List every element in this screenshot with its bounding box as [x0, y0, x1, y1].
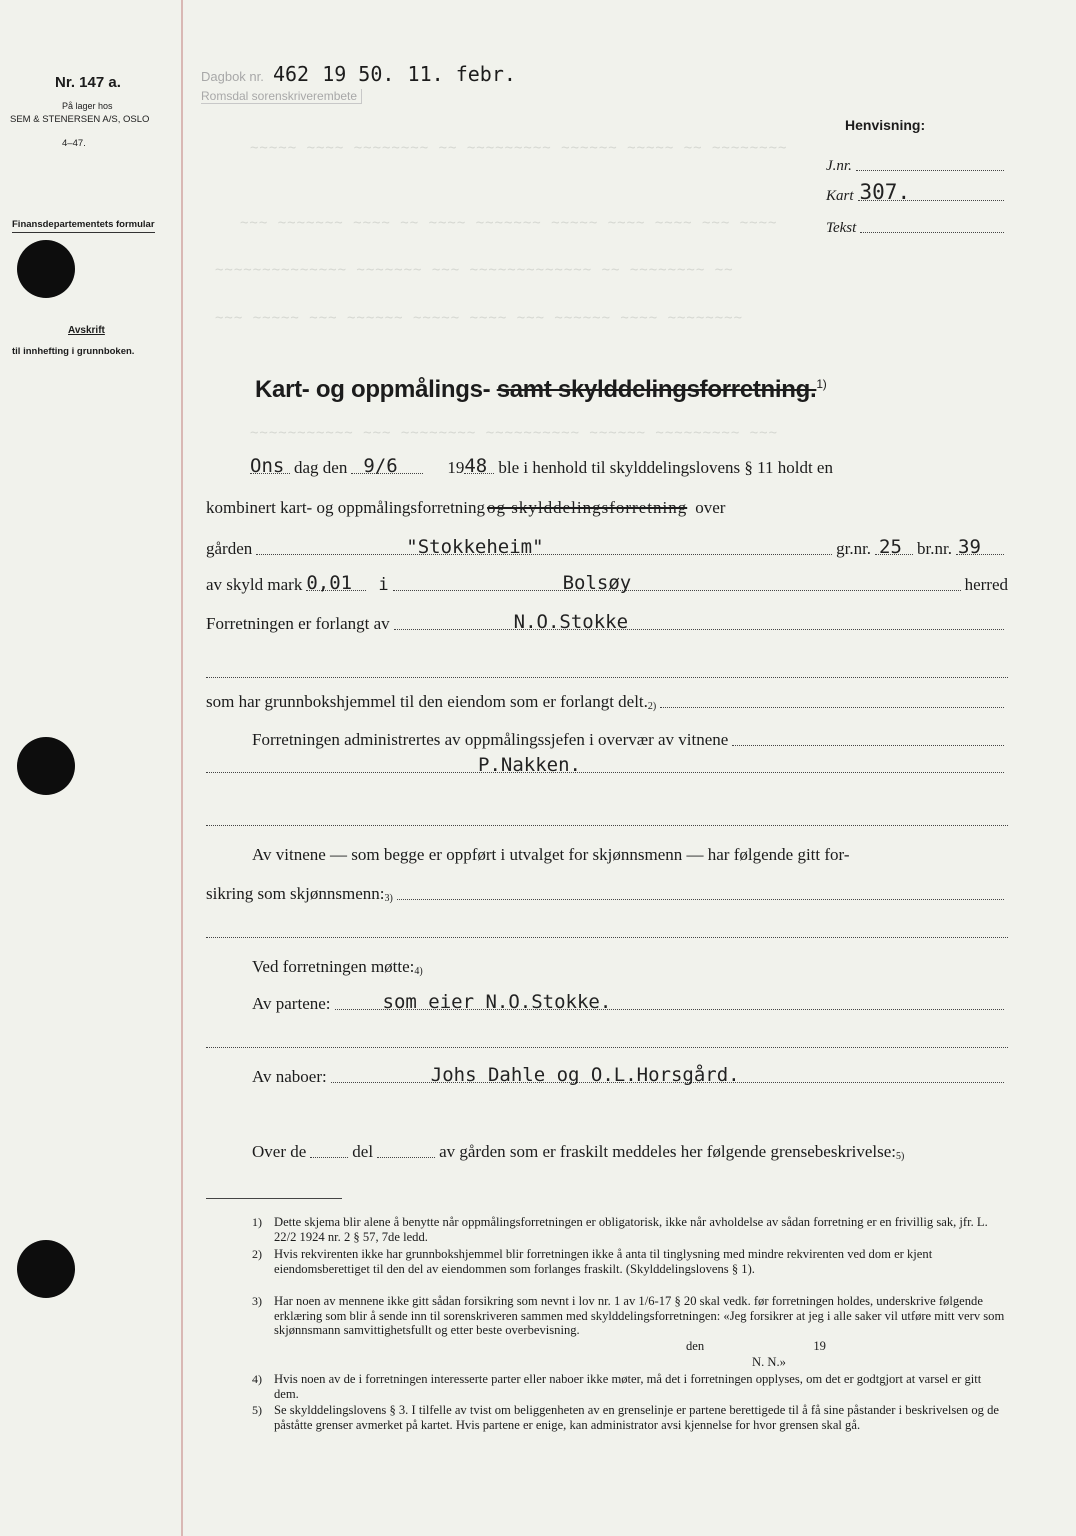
jnr-label: J.nr. — [826, 158, 852, 174]
copy-subtitle: til innhefting i grunnboken. — [12, 346, 135, 357]
row-witness — [206, 754, 1008, 777]
footnote-marker: 3) — [252, 1294, 262, 1308]
title-struck: samt skylddelingsforretning. — [496, 376, 817, 403]
tekst-label: Tekst — [826, 220, 857, 236]
printer-line2: SEM & STENERSEN A/S, OSLO — [10, 114, 150, 125]
footnote-marker: 2) — [252, 1247, 262, 1261]
punch-hole — [17, 737, 75, 795]
bleed-through: ~~~ ~~~~~~~ ~~~~ ~~ ~~~~ ~~~~~~~ ~~~~~ ~~~~ ~~~~ ~~~ ~~~~ — [240, 215, 778, 231]
boundary-text: av gården som er fraskilt meddeles her følgende grensebeskrivelse: — [439, 1142, 897, 1161]
stamp-dagbok-label: Dagbok nr. — [201, 69, 264, 84]
farm-label: gården — [206, 539, 253, 558]
bleed-through: ~~~~~~~~~~~ ~~~ ~~~~~~~~ ~~~~~~~~~~ ~~~~~~ ~~~~~~~~~ ~~~ — [250, 425, 779, 441]
title-main: Kart- og oppmålings- — [255, 376, 491, 403]
title-deed-field — [660, 707, 1004, 708]
boundary-field-1 — [310, 1157, 348, 1158]
oath-field — [397, 899, 1004, 900]
kart-label: Kart — [826, 188, 854, 204]
intro-rest: ble i henhold til skylddelingslovens § 11 holdt en — [498, 458, 833, 477]
stamp-office: Romsdal sorenskriverembete — [201, 89, 362, 104]
boundary-over: Over de — [252, 1142, 307, 1161]
skyld-label: av skyld mark — [206, 575, 303, 594]
printer-line1: På lager hos — [62, 101, 113, 111]
department-label: Finansdepartementets formular — [12, 219, 155, 233]
copy-title: Avskrift — [68, 325, 105, 336]
row-parties — [206, 991, 1008, 1014]
boundary-field-2 — [377, 1157, 435, 1158]
row-title-deed — [206, 692, 1008, 712]
form-number: Nr. 147 a. — [55, 74, 121, 91]
parties-label: Av partene: — [252, 994, 331, 1013]
date-field: 9/6 — [351, 473, 423, 474]
reference-kart — [826, 180, 1008, 205]
bleed-through: ~~~ ~~~~~ ~~~ ~~~~~~ ~~~~~ ~~~~ ~~~ ~~~~~~ ~~~~ ~~~~~~~~ — [215, 310, 744, 326]
year-field: 48 — [464, 473, 494, 474]
row-date — [206, 455, 1008, 478]
oath-note: 3) — [384, 893, 393, 904]
boundary-del: del — [352, 1142, 374, 1161]
footnote-marker: 5) — [252, 1403, 262, 1417]
line2-text: kombinert kart- og oppmålingsforretning — [206, 498, 486, 517]
reference-heading: Henvisning: — [845, 117, 926, 133]
oath-text-1: Av vitnene — som begge er oppført i utvalget for skjønnsmenn — har følgende gitt for- — [252, 845, 850, 864]
fn3-nn: N. N.» — [752, 1355, 786, 1369]
admin-field — [732, 745, 1004, 746]
kart-field: 307. — [858, 200, 1004, 201]
blank-line — [206, 937, 1008, 938]
row-oath-2 — [206, 884, 1008, 904]
punch-hole — [17, 240, 75, 298]
row-boundary — [206, 1142, 1008, 1162]
row-skyld — [206, 572, 1008, 595]
fn3-year: 19 — [813, 1339, 826, 1353]
parties-field: som eier N.O.Stokke. — [335, 1009, 1004, 1010]
present-text: Ved forretningen møtte: — [252, 957, 415, 976]
row-kombinert — [206, 498, 1008, 518]
brnr-field: 39 — [956, 554, 1004, 555]
footnote-2: Hvis rekvirenten ikke har grunnbokshjemmel blir forretningen ikke å anta til tinglysning med mindre rekvirenten ved dom er kjent eiendomsberettiget til den del av eiendommen som forlanges fraskilt. (Skylddelingslovens § 1). — [274, 1247, 933, 1276]
farm-field: "Stokkeheim" — [256, 554, 832, 555]
printer-date: 4–47. — [62, 138, 86, 149]
day-text: dag den — [294, 458, 348, 477]
herred-field: Bolsøy — [393, 590, 961, 591]
footnote-1: Dette skjema blir alene å benytte når oppmålingsforretningen er obligatorisk, ikke når avholdelse av sådan forretning er en frivillig sak, jfr. L. 22/2 1924 nr. 2 § 57, 7de ledd. — [274, 1215, 988, 1244]
margin-rule — [181, 0, 183, 1536]
footnote-separator — [206, 1198, 342, 1199]
blank-line — [206, 825, 1008, 826]
witness-field: P.Nakken. — [206, 772, 1004, 773]
grnr-field: 25 — [875, 554, 913, 555]
registry-stamp — [201, 62, 516, 86]
skyld-mark: i — [378, 575, 389, 595]
present-note: 4) — [414, 966, 423, 977]
row-requested — [206, 611, 1008, 634]
line2-end: over — [695, 498, 726, 517]
footnote-marker: 4) — [252, 1372, 262, 1386]
footnote3-signature — [686, 1339, 826, 1354]
title-note: 1) — [816, 377, 827, 391]
reference-tekst — [826, 220, 1008, 237]
neighbours-label: Av naboer: — [252, 1067, 327, 1086]
bleed-through: ~~~~~~~~~~~~~~ ~~~~~~~ ~~~ ~~~~~~~~~~~~~ ~~ ~~~~~~~~ ~~ — [215, 262, 734, 278]
year-prefix: 19 — [447, 458, 465, 477]
row-present — [206, 957, 1008, 977]
stamp-dagbok-number: 462 — [272, 62, 310, 86]
reference-jnr — [826, 158, 1008, 175]
requested-label: Forretningen er forlangt av — [206, 614, 390, 633]
document-title — [255, 376, 826, 404]
footnote-5: Se skylddelingslovens § 3. I tilfelle av tvist om beliggenheten av en grenselinje er partene berettigede til å få sine påstander i beskrivelsen og de påståtte grenser avmerket på kartet. Hvis partene er enige, kan administrator avsi kjennelse for hvor grensen skal gå. — [274, 1403, 999, 1432]
skyld-field: 0,01 — [306, 590, 366, 591]
brnr-label: br.nr. — [917, 539, 952, 558]
line2-struck: og skylddelingsforretning — [487, 498, 688, 517]
stamp-year: 19 50. — [322, 62, 395, 86]
punch-hole — [17, 1240, 75, 1298]
blank-line — [206, 1047, 1008, 1048]
title-deed-text: som har grunnbokshjemmel til den eiendom som er forlangt delt. — [206, 692, 648, 711]
neighbours-field: Johs Dahle og O.L.Horsgård. — [331, 1082, 1004, 1083]
boundary-note: 5) — [896, 1151, 905, 1162]
stamp-date: 11. febr. — [407, 62, 516, 86]
grnr-label: gr.nr. — [836, 539, 872, 558]
day-field: Ons — [250, 473, 290, 474]
herred-label: herred — [964, 575, 1008, 594]
footnote-marker: 1) — [252, 1215, 262, 1229]
tekst-field — [860, 232, 1004, 233]
bleed-through: ~~~~~ ~~~~ ~~~~~~~~ ~~ ~~~~~~~~~ ~~~~~~ ~~~~~ ~~ ~~~~~~~~ — [250, 140, 788, 156]
blank-line — [206, 677, 1008, 678]
footnote-3: Har noen av mennene ikke gitt sådan forsikring som nevnt i lov nr. 1 av 1/6-17 § 20 skal vedk. før forretningen holdes, underskrive følgende erklæring som blir å sende inn til sorenskriveren sammen med skylddelingsforretningen: «Jeg forsikrer at jeg i alle saker vil utføre mitt verv som skjønnsmann samvittighetsfullt og etter beste overbevisning. — [274, 1294, 1005, 1338]
row-farm — [206, 536, 1008, 559]
fn3-den: den — [686, 1339, 705, 1353]
row-admin — [206, 730, 1008, 750]
oath-text-2: sikring som skjønnsmenn: — [206, 884, 385, 903]
footnote-4: Hvis noen av de i forretningen interesserte parter eller naboer ikke møter, må det i forretningen opplyses, om det er godtgjort at varsel er gitt dem. — [274, 1372, 982, 1401]
requested-field: N.O.Stokke — [394, 629, 1004, 630]
jnr-field — [856, 170, 1004, 171]
title-deed-note: 2) — [647, 701, 657, 712]
row-oath-1 — [206, 845, 1008, 865]
row-neighbours — [206, 1064, 1008, 1087]
admin-text: Forretningen administrertes av oppmålingssjefen i overvær av vitnene — [252, 730, 729, 749]
